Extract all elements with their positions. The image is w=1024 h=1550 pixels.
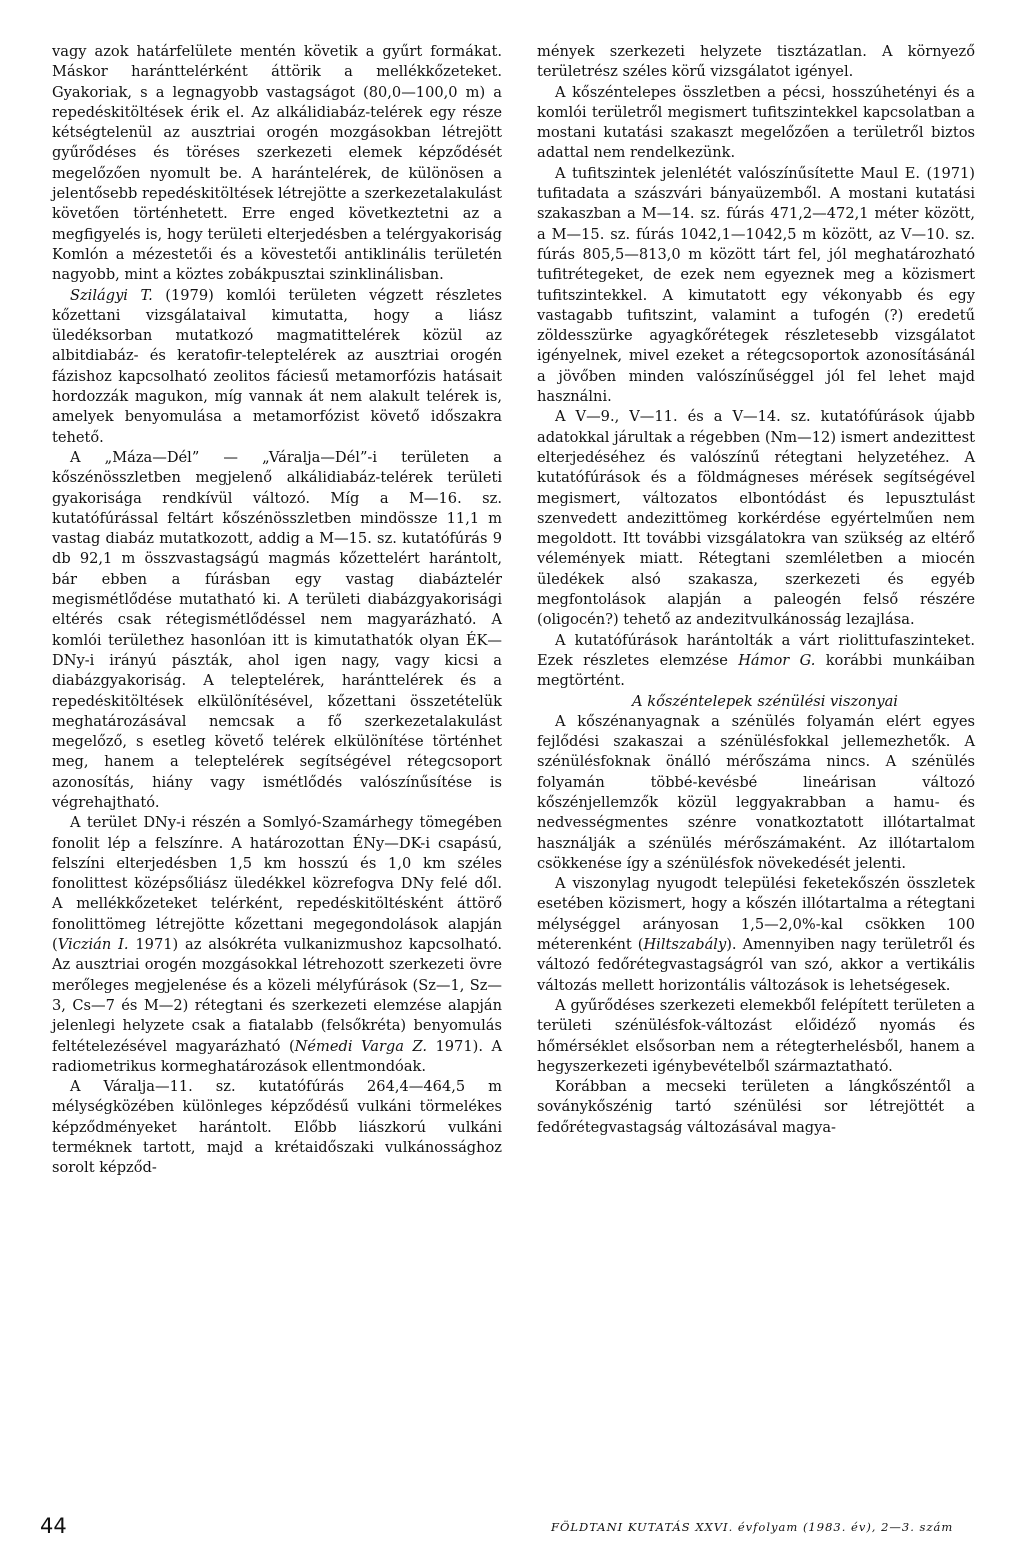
left-paragraph-2 xyxy=(52,286,502,448)
right-paragraph-3: A tufitszintek jelenlétét valószínűsítette Maul E. (1971) tufitadata a szászvári bányaüzemből. A mostani kutatási szakaszban a M—14. sz. fúrás 471,2—472,1 méter között, a M—15. sz. fúrás 1042,1—1042,5 m között, az V—10. sz. fúrás 805,5—813,0 m között tárt fel, jól meghatározható tufitrétegeket, de ezek nem egyeznek meg a közismert tufitszintekkel. A kimutatott egy vékonyabb és egy vastagabb tufitszint, valamint a tufogén (?) eredetű zöldesszürke agyagkőrétegek részletesebb vizsgálatot igényelnek, mivel ezeket a rétegcsoportok azonosításánál a jövőben minden valószínűséggel jól fel lehet majd használni. xyxy=(537,164,975,406)
author-citation: Szilágyi T. xyxy=(70,286,153,304)
left-paragraph-4-part-b: 1971) az alsókréta vulkanizmushoz kapcsolható. Az ausztriai orogén mozgásokkal létrehozott szerkezeti övre merőleges megjelenése és a közeli mélyfúrások (Sz—1, Sz—3, Cs—7 és M—2) rétegtani és szerkezeti elemzése alapján jelenlegi helyzete csak a fiatalabb (felsőkréta) benyomulás feltételezésével magyarázható ( xyxy=(52,936,502,1055)
left-paragraph-4 xyxy=(52,813,502,1077)
journal-reference: FÖLDTANI KUTATÁS XXVI. évfolyam (1983. év), 2—3. szám xyxy=(551,1520,954,1534)
right-paragraph-7-part-a: A viszonylag nyugodt települési feketekőszén összletek esetében közismert, hogy a kőszén illótartalma a rétegtani mélységgel arányosan 1,5—2,0%-kal csökken 100 méterenként ( xyxy=(537,875,975,954)
left-paragraph-5: A Váralja—11. sz. kutatófúrás 264,4—464,5 m mélységközében különleges képződésű vulkáni törmelékes képződményeket harántolt. Előbb liászkorú vulkáni terméknek tartott, majd a krétaidőszaki vulkánossághoz sorolt képződ- xyxy=(52,1078,502,1177)
left-paragraph-4-part-c: 1971). A radiometrikus kormeghatározások ellentmondóak. xyxy=(52,1037,502,1075)
page-footer xyxy=(0,1514,1024,1544)
author-citation: Hámor G. xyxy=(738,651,816,669)
left-paragraph-4-part-a: A terület DNy-i részén a Somlyó-Szamárhegy tömegében fonolit lép a felszínre. A határozottan ÉNy—DK-i csapású, felszíni elterjedésben 1,5 km hosszú és 1,0 km széles fonolittest középsőliász üledékkel közrefogva DNy felé dől. A mellékkőzeteket telérként, repedéskitöltésként áttörő fonolittömeg létrejötte kőzettani megegondolások alapján ( xyxy=(52,814,502,954)
right-paragraph-5-part-b: korábbi munkáiban megtörtént. xyxy=(537,651,975,690)
section-heading: A kőszéntelepek szénülési viszonyai xyxy=(632,692,898,710)
right-paragraph-5 xyxy=(537,631,975,692)
left-column xyxy=(52,42,502,1179)
right-paragraph-7-part-b: ). Amennyiben nagy területről és változó fedőrétegvastagságról van szó, akkor a vertikális változás mellett horizontális változások is lehetségesek. xyxy=(537,936,975,994)
right-paragraph-4: A V—9., V—11. és a V—14. sz. kutatófúrások újabb adatokkal járultak a régebben (Nm—12) ismert andezittest elterjedéséhez és valószínű rétegtani helyzetéhez. A kutatófúrások és a földmágneses mérések segítségével megismert, változatos elbontódást és lepusztulást szenvedett andezittömeg korkérdése egyértelműen nem megoldott. Itt további vizsgálatokra van szükség az eltérő vélemények miatt. Rétegtani szemléletben a miocén üledékek alsó szakasza, szerkezeti és egyéb megfontolások alapján a paleogén felső részére (oligocén?) tehető az andezitvulkánosság lezajlása. xyxy=(537,408,975,629)
right-paragraph-2: A kőszéntelepes összletben a pécsi, hosszúhetényi és a komlói területről megismert tufitszintekkel kapcsolatban a mostani kutatási szakaszt megelőzően a területről biztos adattal nem rendelkezünk. xyxy=(537,83,975,162)
rule-citation: Hiltszabály xyxy=(643,936,727,954)
right-paragraph-5-part-a: A kutatófúrások harántolták a várt riolittufaszinteket. Ezek részletes elemzése xyxy=(537,631,975,669)
right-column xyxy=(537,42,975,1138)
author-citation: Némedi Varga Z. xyxy=(294,1037,427,1055)
left-paragraph-2-text: (1979) komlói területen végzett részletes kőzettani vizsgálataival kimutatta, hogy a liász üledéksorban mutatkozó magmatittelérek közül az albitdiabáz- és keratofir-teleptelérek az ausztriai orogén fázishoz kapcsolható zeolitos fáciesű metamorfózis hatásait hordozzák magukon, míg vannak át nem alakult telérek is, amelyek benyomulása a metamorfózist követő időszakra tehető. xyxy=(52,286,502,446)
right-paragraph-9: Korábban a mecseki területen a lángkőszéntől a soványkőszénig tartó szénülési sor létrejöttét a fedőrétegvastagság változásával magya- xyxy=(537,1078,975,1136)
right-paragraph-1: mények szerkezeti helyzete tisztázatlan. A környező területrész széles körű vizsgálatot igényel. xyxy=(537,43,975,81)
left-paragraph-1: vagy azok határfelülete mentén követik a gyűrt formákat. Máskor haránttelérként áttörik a mellékkőzeteket. Gyakoriak, s a legnagyobb vastagságot (80,0—100,0 m) a repedéskitöltések érik el. Az alkálidiabáz-telérek egy része kétségtelenül az ausztriai orogén mozgásokban létrejött gyűrődéses és töréses szerkezeti elemek képződését megelőzően nyomult be. A harántelérek, de különösen a jelentősebb repedéskitöltések létrejötte a szerkezetalakulást követően történhetett. Erre enged következtetni az a megfigyelés is, hogy területi elterjedésben a telérgyakoriság Komlón a mézestetői és a kövestetői antiklinális területén nagyobb, mint a köztes zobákpusztai szinklinálisban. xyxy=(52,43,502,284)
right-paragraph-8: A gyűrődéses szerkezeti elemekből felépített területen a területi szénülésfok-változást előidéző nyomás és hőmérséklet elsősorban nem a rétegterhelésből, hanem a hegyszerkezeti igénybevételből származtatható. xyxy=(537,996,975,1075)
right-paragraph-6: A kőszénanyagnak a szénülés folyamán elért egyes fejlődési szakaszai a szénülésfokkal jellemezhetők. A szénülésfoknak önálló mérőszáma nincs. A szénülés folyamán többé-kevésbé lineárisan változó kőszénjellemzők közül leggyakrabban a hamu- és nedvességmentes szénre vonatkoztatott illótartalmat használják a szénülés mérőszámaként. Az illótartalom csökkenése így a szénülésfok növekedését jelenti. xyxy=(537,712,975,872)
page-number: 44 xyxy=(40,1514,67,1538)
author-citation: Viczián I. xyxy=(57,936,129,954)
left-paragraph-3: A „Máza—Dél” — „Váralja—Dél”-i területen a kőszénösszletben megjelenő alkálidiabáz-telérek területi gyakorisága rendkívül változó. Míg a M—16. sz. kutatófúrással feltárt kőszénösszletben mindössze 11,1 m vastag diabáz mutatkozott, addig a M—15. sz. kutatófúrás 9 db 92,1 m összvastagságú magmás kőzettelért harántolt, bár ebben a fúrásban egy vastag diabáztelér megismétlődése mutatható ki. A területi diabázgyakorisági eltérés csak rétegismétlődéssel nem magyarázható. A komlói területhez hasonlóan itt is kimutathatók olyan ÉK—DNy-i irányú pászták, ahol igen nagy, vagy kicsi a diabázgyakoriság. A teleptelérek, haránttelérek és a repedéskitöltések elkülönítésével, kőzettani összetételük meghatározásával nemcsak a fő szerkezetalakulást megelőző, s esetleg követő telérek elkülönítése történhet meg, hanem a teleptelérek segítségével rétegcsoport azonosítás, hiány vagy ismétlődés valószínűsítése is végrehajtható. xyxy=(52,448,502,811)
right-paragraph-7 xyxy=(537,874,975,996)
